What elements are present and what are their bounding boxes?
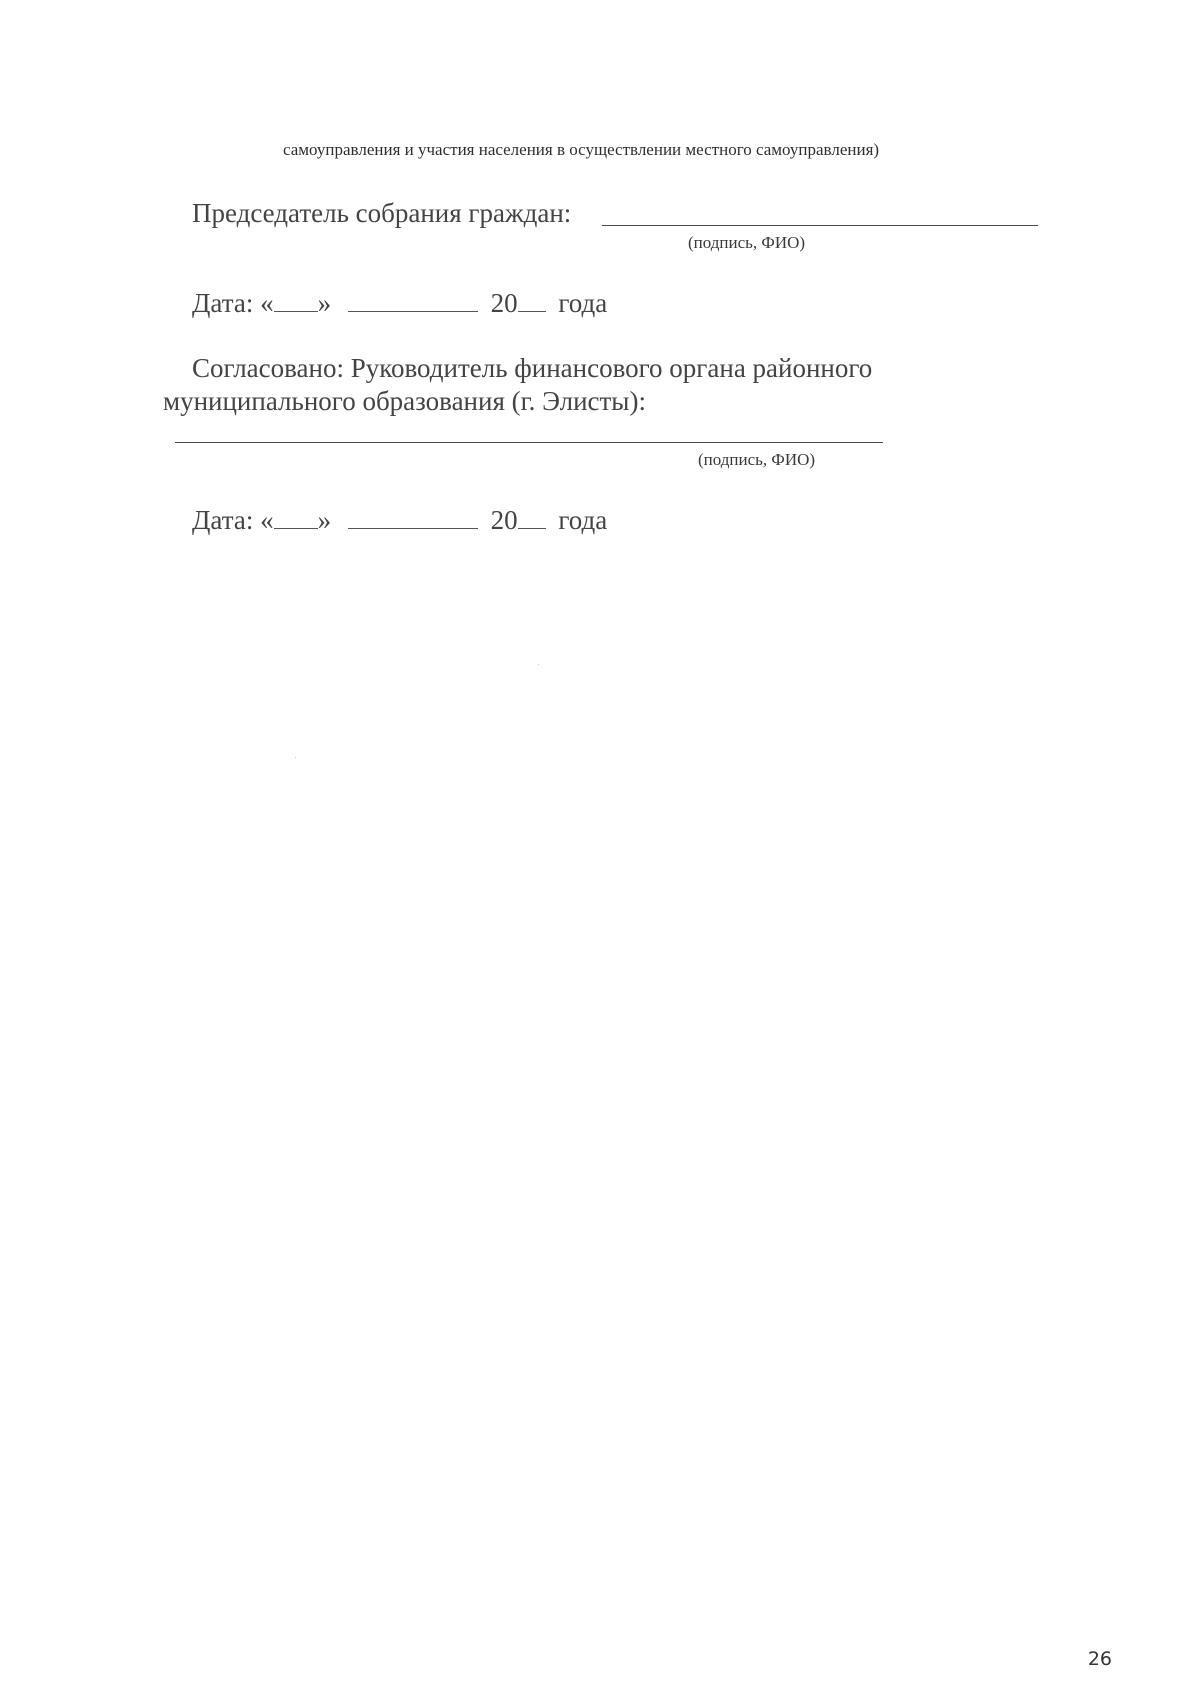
agreement-line-1: Согласовано: Руководитель финансового органа районного <box>192 353 873 383</box>
year-suffix: года <box>558 288 608 318</box>
header-note: самоуправления и участия населения в осуществлении местного самоуправления) <box>283 140 880 159</box>
month-blank[interactable] <box>348 508 478 529</box>
date-close-quote: » <box>317 505 332 535</box>
date-prefix: Дата: « <box>192 505 274 535</box>
date-close-quote: » <box>317 288 332 318</box>
agreement-line-2: муниципального образования (г. Элисты): <box>163 386 646 416</box>
agreement-signature-line[interactable] <box>175 442 883 443</box>
day-blank[interactable] <box>274 291 318 312</box>
year-prefix: 20 <box>490 288 518 318</box>
date-line-1 <box>192 288 607 319</box>
chairman-signature-caption: (подпись, ФИО) <box>688 233 806 252</box>
scan-speck <box>538 664 539 665</box>
scan-speck <box>295 757 296 758</box>
year-prefix: 20 <box>490 505 518 535</box>
year-blank[interactable] <box>518 508 546 529</box>
year-suffix: года <box>558 505 608 535</box>
agreement-signature-caption: (подпись, ФИО) <box>698 450 816 469</box>
chairman-signature-line[interactable] <box>602 225 1038 226</box>
day-blank[interactable] <box>274 508 318 529</box>
month-blank[interactable] <box>348 291 478 312</box>
chairman-label: Председатель собрания граждан: <box>192 198 572 228</box>
date-line-2 <box>192 505 607 536</box>
date-prefix: Дата: « <box>192 288 274 318</box>
year-blank[interactable] <box>518 291 546 312</box>
page-number: 26 <box>1087 1648 1112 1670</box>
